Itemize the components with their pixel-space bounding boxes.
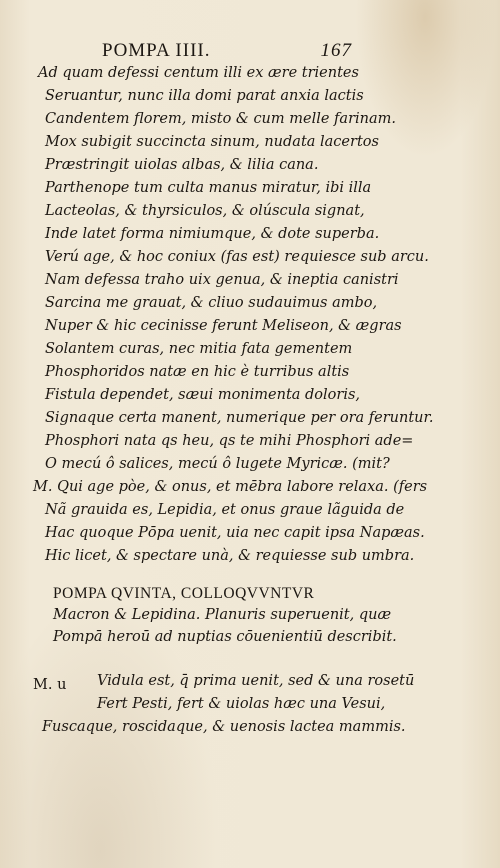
section-heading: POMPA QVINTA, COLLOQVVNTVR <box>53 585 315 602</box>
verse-line: Nam defessa traho uix genua, & ineptia canistri <box>45 272 399 288</box>
verse-line: O mecú ô salices, mecú ô lugete Myricæ. (mit? <box>45 456 390 472</box>
verse-line: Verú age, & hoc coniux (fas est) requiesce sub arcu. <box>45 249 429 265</box>
verse-line: Candentem florem, misto & cum melle farinam. <box>45 111 396 127</box>
verse-line: Fuscaque, roscidaque, & uenosis lactea mammis. <box>42 719 406 735</box>
verse-line: Parthenope tum culta manus miratur, ibi illa <box>45 180 372 196</box>
verse-line: Lacteolas, & thyrsiculos, & olúscula signat, <box>45 203 365 219</box>
running-title: POMPA IIII. <box>102 40 211 61</box>
verse-line: Fistula dependet, sæui monimenta doloris, <box>45 387 361 403</box>
section-summary-line: Pompā heroū ad nuptias cōuenientiū describit. <box>53 629 397 645</box>
section-summary-line: Macron & Lepidina. Planuris superuenit, quæ <box>53 607 392 623</box>
verse-line: Mox subigit succincta sinum, nudata lacertos <box>45 134 379 150</box>
verse-line: Inde latet forma nimiumque, & dote superba. <box>45 226 380 242</box>
verse-line: Seruantur, nunc illa domi parat anxia lactis <box>45 88 364 104</box>
verse-line: Fert Pesti, fert & uiolas hæc una Vesui, <box>97 696 386 712</box>
verse-line: Signaque certa manent, numerique per ora feruntur. <box>45 410 434 426</box>
verse-line: Ad quam defessi centum illi ex ære trientes <box>38 65 359 81</box>
speaker-label: M. u <box>33 677 67 693</box>
verse-line: Nuper & hic cecinisse ferunt Meliseon, & ægras <box>45 318 402 334</box>
verse-line: Nã grauida es, Lepidia, et onus graue lãguida de <box>45 502 405 518</box>
verse-line: Vidula est, q̄ prima uenit, sed & una rosetū <box>97 673 415 689</box>
verse-line: Sarcina me grauat, & cliuo sudauimus ambo, <box>45 295 378 311</box>
verse-line: M. Qui age pòe, & onus, et mēbra labore relaxa. (fers <box>33 479 428 495</box>
page-number: 167 <box>320 40 352 61</box>
verse-line: Hac quoque Pōpa uenit, uia nec capit ipsa Napæas. <box>45 525 425 541</box>
verse-line: Præstringit uiolas albas, & lilia cana. <box>45 157 319 173</box>
verse-line: Solantem curas, nec mitia fata gementem <box>45 341 353 357</box>
verse-line: Hic licet, & spectare unà, & requiesse sub umbra. <box>45 548 415 564</box>
verse-line: Phosphoridos natæ en hic è turribus altis <box>45 364 350 380</box>
page-header <box>102 40 352 64</box>
verse-line: Phosphori nata qs heu, qs te mihi Phosphori ade= <box>45 433 414 449</box>
